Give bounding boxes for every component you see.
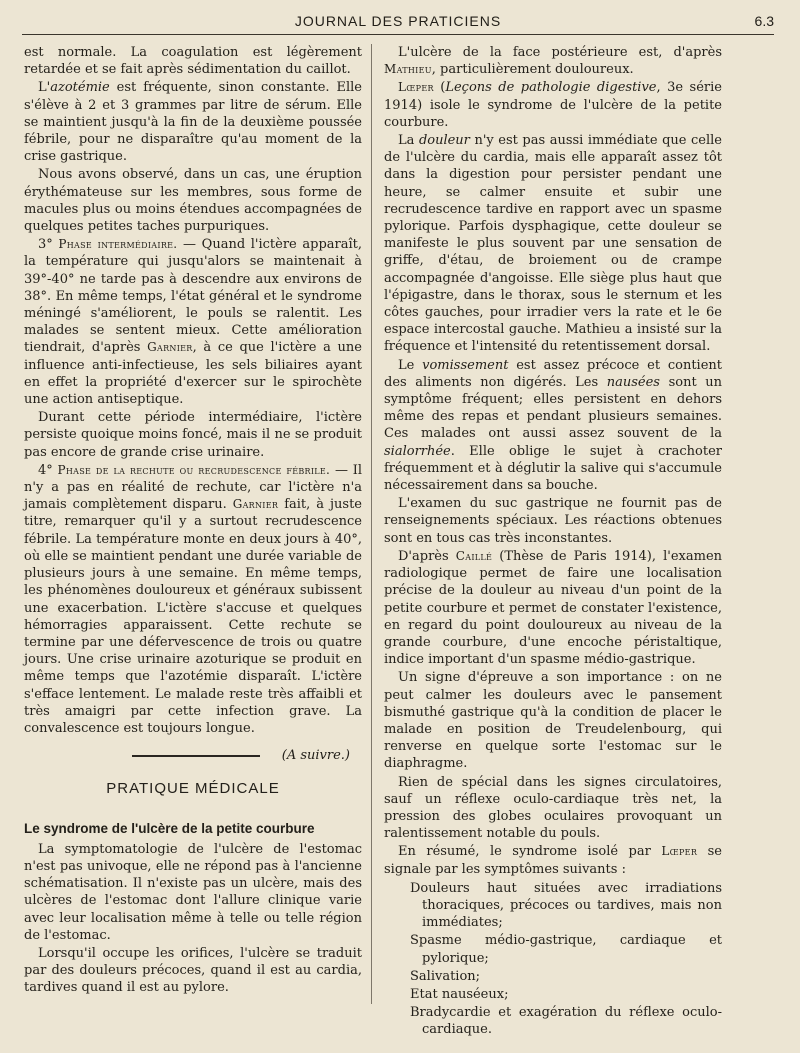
paragraph: En résumé, le syndrome isolé par Lœper se signale par les symptômes suivants : [384,844,722,877]
symptom-list [384,880,722,1039]
paragraph: Rien de spécial dans les signes circulatoires, sauf un réflexe oculo-cardiaque très net, la pression des globes oculaires provoquant un ralentissement notable du pouls. [384,774,722,842]
article-title: Le syndrome de l'ulcère de la petite courbure [24,820,315,836]
list-item: Etat nauséeux; [410,986,509,1002]
separator-rule [132,755,260,757]
list-item: Salivation; [410,968,481,984]
paragraph: 3° Phase intermédiaire. — Quand l'ictère apparaît, la température qui jusqu'alors se maintenait à 39°-40° ne tarde pas à descendre aux environs de 38°. En même temps, l'état général et le syndrome méningé s'améliorent, le pouls se ralentit. Les malades se sentent mieux. Cette amélioration tiendrait, d'après Garnier, à ce que l'ictère a une influence anti-infectieuse, les sels biliaires ayant en effet la propriété d'exercer sur le spirochète une action antiseptique. [24,237,362,408]
page-number: 6.3 [754,13,774,29]
journal-title: JOURNAL DES PRATICIENS [294,13,502,29]
section-heading: PRATIQUE MÉDICALE [106,780,280,798]
paragraph: 4° Phase de la rechute ou recrudescence fébrile. — Il n'y a pas en réalité de rechute, car l'ictère n'a jamais complètement disparu. Garnier fait, à juste titre, remarquer qu'il y a surtout recrudescence fébrile. La température monte en deux jours à 40°, où elle se maintient pendant une durée variable de plusieurs jours à une semaine. En même temps, les phénomènes douloureux et généraux subissent une exacerbation. L'ictère s'accuse et quelques hémorragies apparaissent. Cette rechute se termine par une défervescence de trois ou quatre jours. Une crise urinaire azoturique se produit en même temps que l'azotémie disparaît. L'ictère s'efface lentement. Le malade reste très affaibli et très amaigri par cette infection grave. La convalescence est toujours longue. [24,462,362,736]
paragraph: Le vomissement est assez précoce et contient des aliments non digérés. Les nausées sont un symptôme fréquent; elles persistent en dehors même des repas et pendant plusieurs semaines. Ces malades ont aussi assez souvent de la sialorrhée. Elle oblige le sujet à crachoter fréquemment et à déglutir la salive qui s'accumule nécessairement dans sa bouche. [384,357,722,494]
paragraph: Lorsqu'il occupe les orifices, l'ulcère se traduit par des douleurs précoces, quand il est au cardia, tardives quand il est au pylore. [24,945,362,996]
page-header [22,8,774,35]
paragraph: Un signe d'épreuve a son importance : on ne peut calmer les douleurs avec le pansement bismuthé gastrique qu'à la condition de placer le malade en position de Treudelenbourg, qui renverse en quelque sorte l'estomac sur le diaphragme. [384,670,722,772]
paragraph: La douleur n'y est pas aussi immédiate que celle de l'ulcère du cardia, mais elle apparaît assez tôt dans la digestion pour persister pendant une heure, se calmer ensuite et subir une recrudescence tardive en rapport avec un spasme pylorique. Parfois dysphagique, cette douleur se manifeste le plus souvent par une sensation de griffe, d'étau, de broiement ou de crampe accompagnée d'angoisse. Elle siège plus haut que l'épigastre, dans le thorax, sous le sternum et les côtes gauches, pour irradier vers la rate et le 6e espace intercostal gauche. Mathieu a insisté sur la fréquence et l'intensité du retentissement dorsal. [384,133,723,355]
paragraph: Durant cette période intermédiaire, l'ictère persiste quoique moins foncé, mais il ne se produit pas encore de grande crise urinaire. [24,410,362,460]
right-column [384,44,722,1040]
list-item: Douleurs haut situées avec irradiations thoraciques, précoces ou tardives, mais non immédiates; [410,880,722,931]
paragraph: L'azotémie est fréquente, sinon constante. Elle s'élève à 2 et 3 grammes par litre de sérum. Elle se maintient jusqu'à la fin de la deuxième poussée fébrile, pour ne disparaître qu'au moment de la crise gastrique. [24,80,362,165]
left-column [24,44,362,998]
list-item: Bradycardie et exagération du réflexe oculo-cardiaque. [410,1005,722,1038]
paragraph: L'ulcère de la face postérieure est, d'après Mathieu, particulièrement douloureux. [384,45,722,78]
paragraph: L'examen du suc gastrique ne fournit pas de renseignements spéciaux. Les réactions obtenues sont en tous cas très inconstantes. [384,496,722,546]
to-be-continued: (A suivre.) [24,747,350,764]
column-divider [371,44,372,1004]
paragraph: D'après Caillé (Thèse de Paris 1914), l'examen radiologique permet de faire une localisation précise de la douleur au niveau d'un point de la petite courbure et permet de constater l'existence, en regard du point douloureux au niveau de la grande courbure, d'une encoche péristaltique, indice important d'un spasme médio-gastrique. [384,548,723,668]
paragraph: La symptomatologie de l'ulcère de l'estomac n'est pas univoque, elle ne répond pas à l'ancienne schématisation. Il n'existe pas un ulcère, mais des ulcères de l'estomac dont l'allure clinique varie avec leur localisation même à telle ou telle région de l'estomac. [24,841,362,943]
paragraph: Lœper (Leçons de pathologie digestive, 3e série 1914) isole le syndrome de l'ulcère de la petite courbure. [384,80,722,130]
paragraph: Nous avons observé, dans un cas, une éruption érythémateuse sur les membres, sous forme de macules plus ou moins étendues accompagnées de quelques petites taches purpuriques. [24,167,362,235]
list-item: Spasme médio-gastrique, cardiaque et pylorique; [410,933,722,966]
paragraph: est normale. La coagulation est légèrement retardée et se fait après sédimentation du caillot. [24,45,362,78]
